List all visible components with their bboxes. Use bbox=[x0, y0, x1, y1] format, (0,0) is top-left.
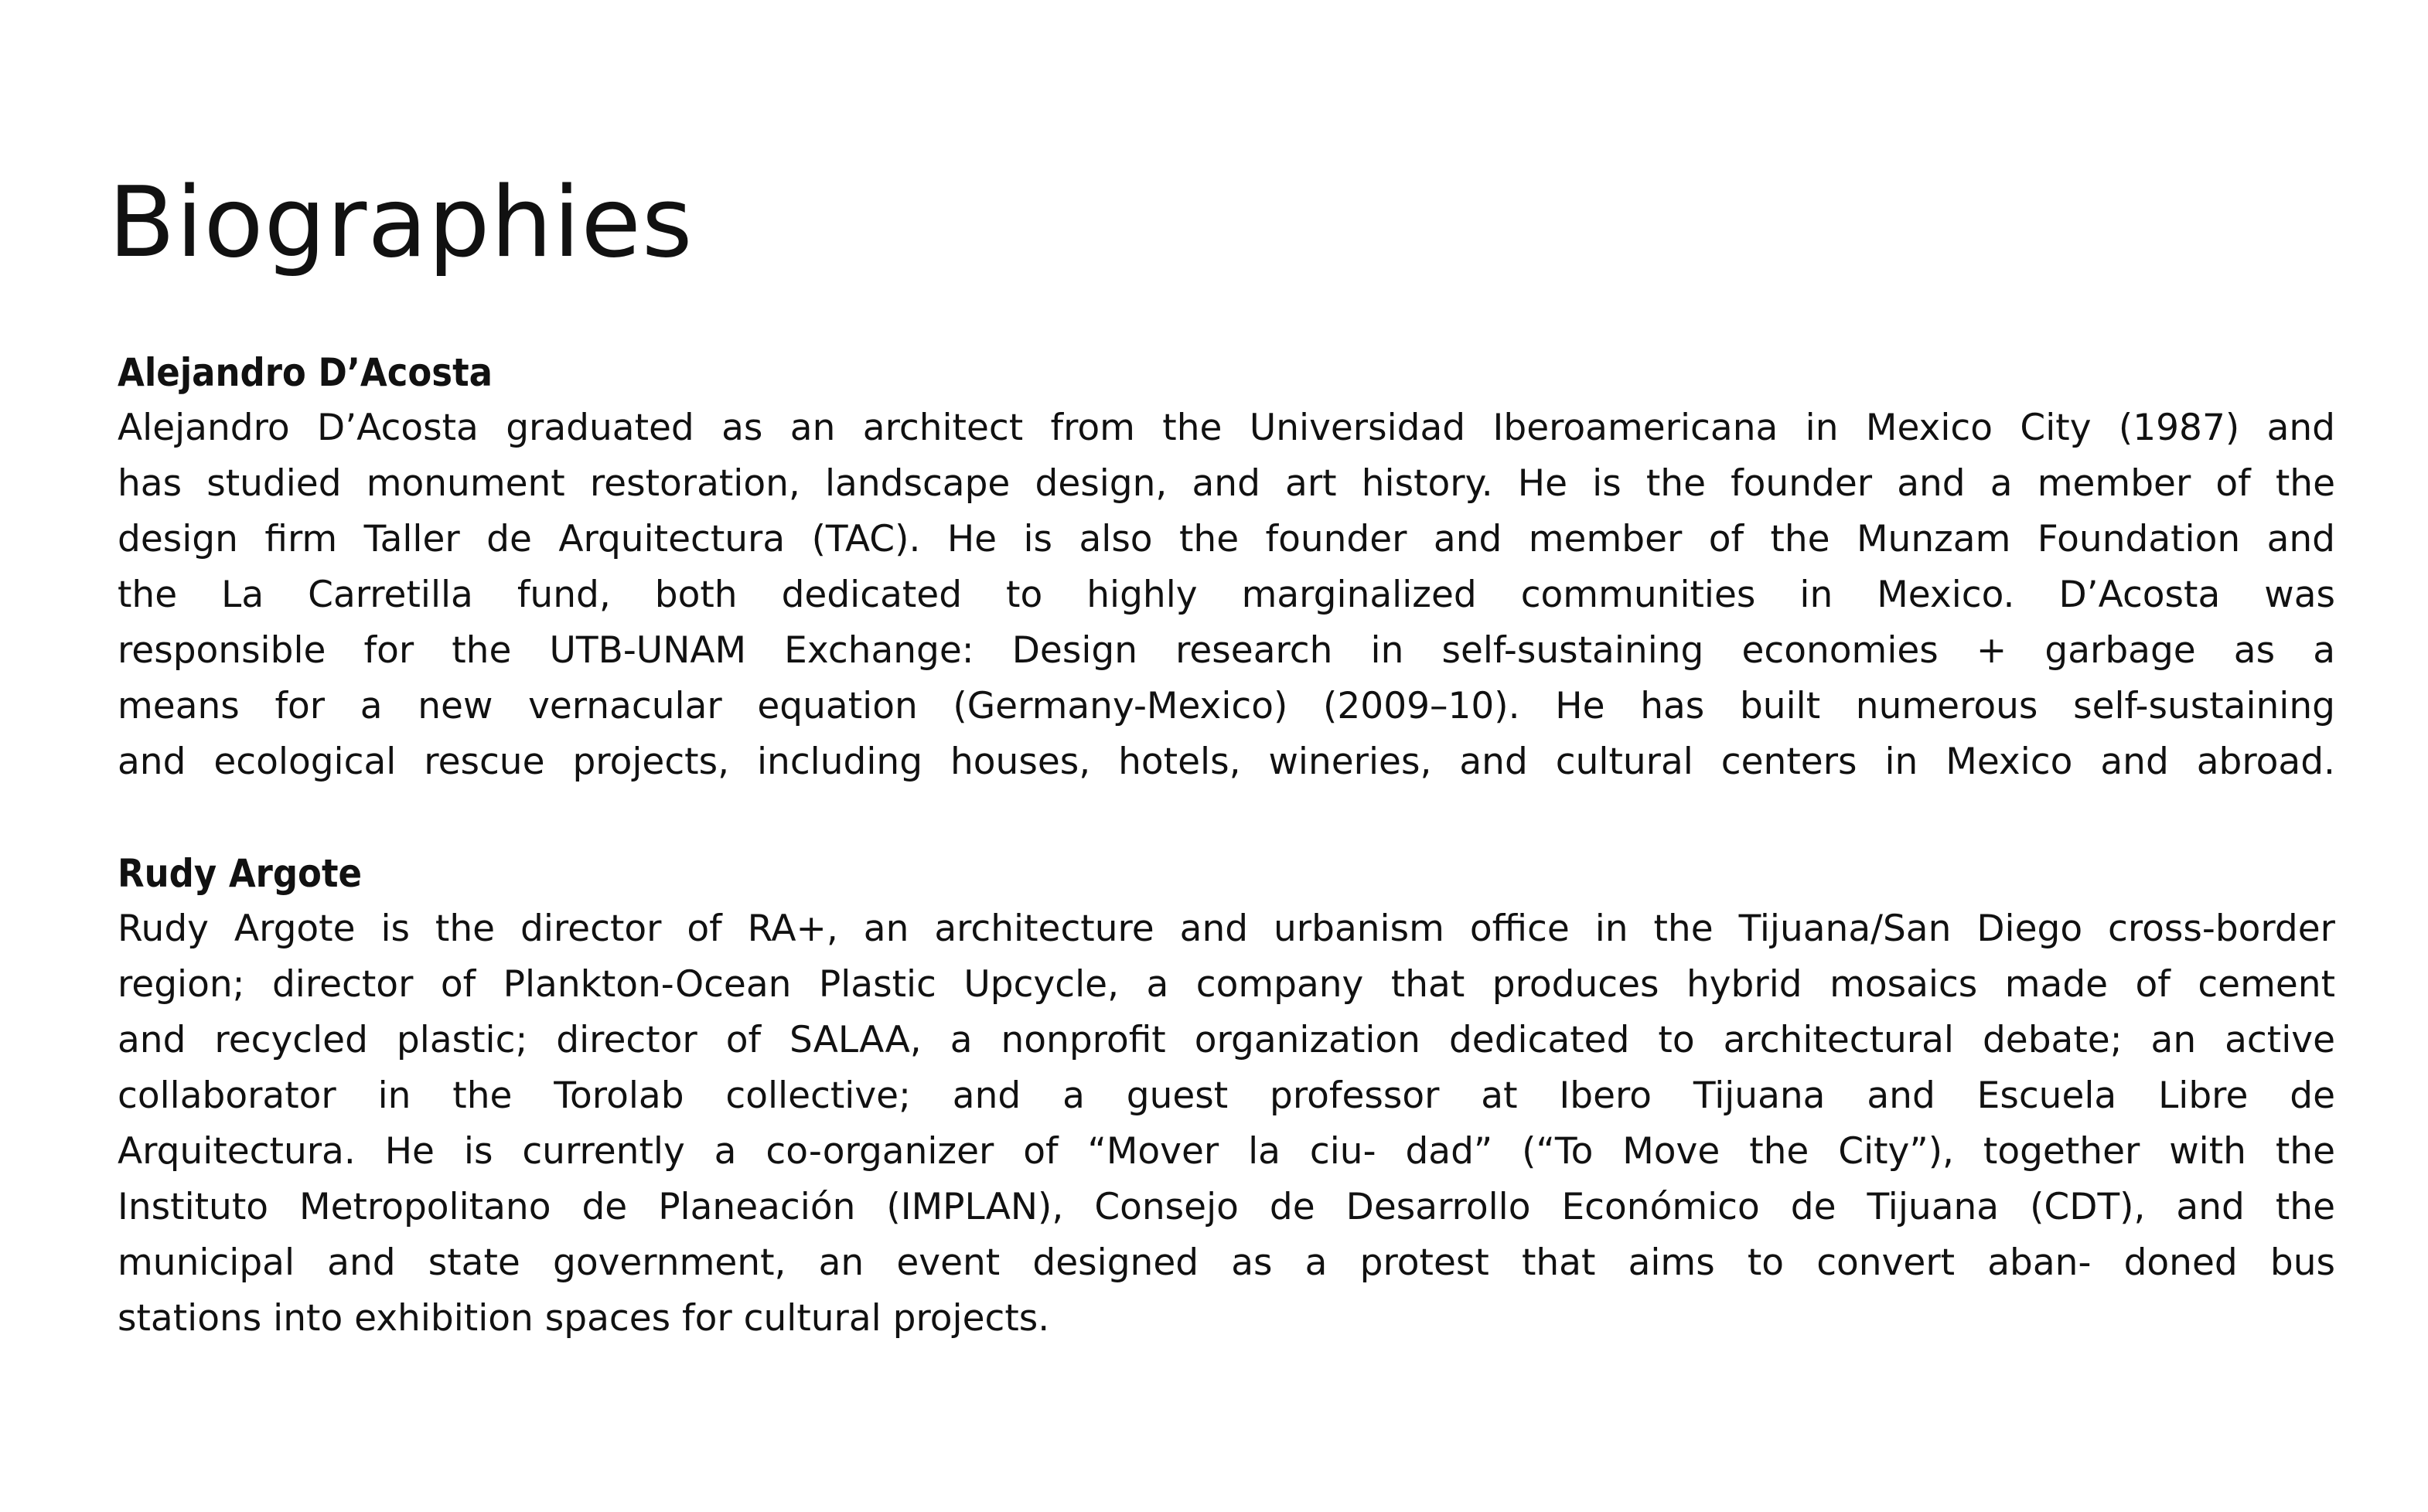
biography-text-line: the La Carretilla fund, both dedicated to highly marginalized communities in Mexico. D’Acosta was bbox=[118, 574, 2335, 616]
biography-text bbox=[118, 400, 2335, 790]
biography-text-line: design firm Taller de Arquitectura (TAC). He is also the founder and member of the Munzam Foundation and bbox=[118, 518, 2335, 560]
biography-text-line: Instituto Metropolitano de Planeación (IMPLAN), Consejo de Desarrollo Económico de Tijuana (CDT), and the bbox=[118, 1186, 2335, 1228]
biography-text-line: responsible for the UTB-UNAM Exchange: Design research in self-sustaining economies + garbage as a bbox=[118, 629, 2335, 672]
biography-text-line: stations into exhibition spaces for cultural projects. bbox=[118, 1297, 1050, 1340]
biography-name: Alejandro D’Acosta bbox=[118, 350, 493, 395]
biography-text-line: means for a new vernacular equation (Germany-Mexico) (2009–10). He has built numerous self-sustaining bbox=[118, 685, 2335, 727]
biography-text-line: collaborator in the Torolab collective; and a guest professor at Ibero Tijuana and Escuela Libre de bbox=[118, 1074, 2335, 1117]
biography-text bbox=[118, 901, 2335, 1347]
biography-text-line: Rudy Argote is the director of RA+, an architecture and urbanism office in the Tijuana/San Diego cross-border bbox=[118, 908, 2335, 950]
biography-text-line: Alejandro D’Acosta graduated as an architect from the Universidad Iberoamericana in Mexico City (1987) and bbox=[118, 407, 2335, 449]
biography-text-line: region; director of Plankton-Ocean Plastic Upcycle, a company that produces hybrid mosaics made of cement bbox=[118, 963, 2335, 1006]
biography-text-line: and recycled plastic; director of SALAA, a nonprofit organization dedicated to architectural debate; an active bbox=[118, 1019, 2335, 1061]
biography-alejandro-dacosta bbox=[118, 345, 2335, 790]
biography-text-line: has studied monument restoration, landscape design, and art history. He is the founder and a member of the bbox=[118, 462, 2335, 505]
biography-rudy-argote bbox=[118, 846, 2335, 1347]
biography-text-line: and ecological rescue projects, including houses, hotels, wineries, and cultural centers in Mexico and abroad. bbox=[118, 741, 2335, 783]
biography-text-line: municipal and state government, an event designed as a protest that aims to convert aban- doned bus bbox=[118, 1241, 2335, 1284]
biography-name: Rudy Argote bbox=[118, 851, 362, 896]
page-title: Biographies bbox=[108, 165, 694, 279]
biography-text-line: Arquitectura. He is currently a co-organizer of “Mover la ciu- dad” (“To Move the City”), together with the bbox=[118, 1130, 2335, 1173]
